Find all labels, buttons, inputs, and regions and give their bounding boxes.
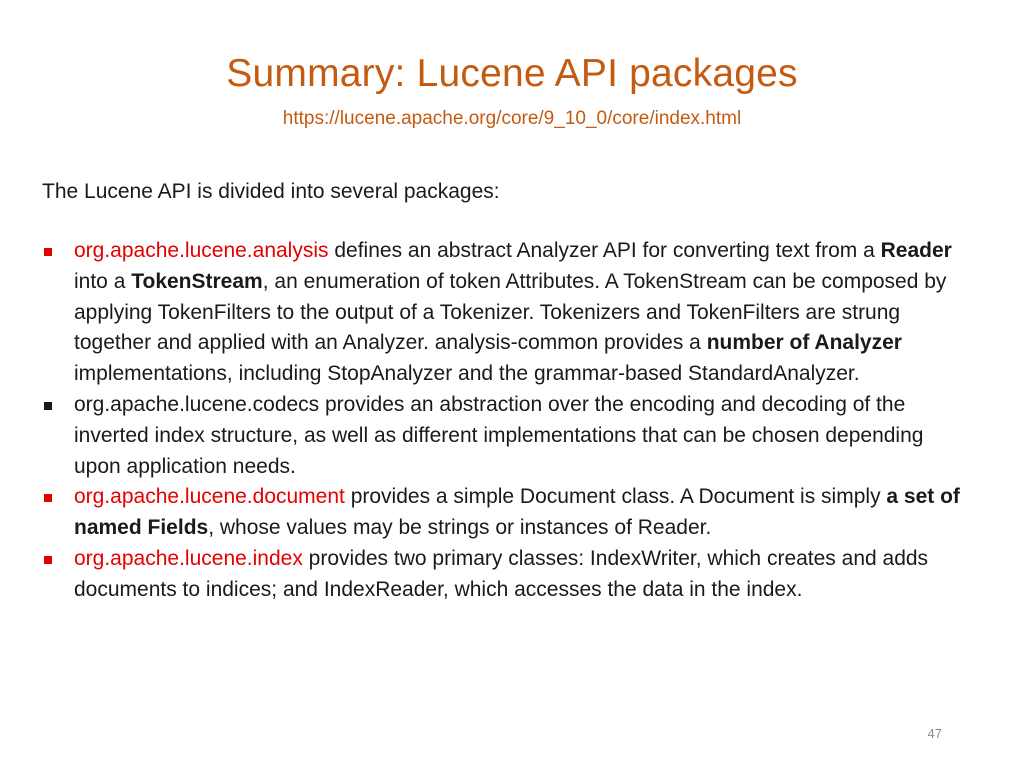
package-name: org.apache.lucene.index (74, 546, 303, 570)
bullet-text: provides an abstraction over the encoding and decoding of the inverted index structure, as well as different implementations that can be chosen depending upon application needs. (74, 392, 924, 478)
square-bullet-icon (44, 248, 52, 256)
slide-title: Summary: Lucene API packages (226, 52, 798, 95)
square-bullet-icon (44, 402, 52, 410)
bullet-document (42, 482, 962, 544)
slide-subtitle-url: https://lucene.apache.org/core/9_10_0/core/index.html (282, 108, 742, 129)
square-bullet-icon (44, 494, 52, 502)
bullet-codecs (42, 390, 962, 482)
bold-term: number of Analyzer (706, 331, 902, 355)
bullet-list (42, 236, 962, 606)
package-name: org.apache.lucene.analysis (74, 239, 329, 262)
bold-term: a set of named Fields (74, 485, 960, 540)
package-name: org.apache.lucene.codecs (74, 392, 320, 416)
bullet-text: provides two primary classes: IndexWriter, which creates and adds documents to indices; and IndexReader, which accesses the data in the index. (74, 546, 929, 601)
intro-text: The Lucene API is divided into several packages: (42, 180, 500, 203)
bullet-text: provides a simple Document class. A Document is simply (344, 485, 887, 509)
bullet-text: into a (74, 269, 132, 293)
bold-term: TokenStream (131, 269, 263, 293)
package-name: org.apache.lucene.document (74, 485, 345, 509)
bullet-text: , an enumeration of token Attributes. A TokenStream can be composed by applying TokenFilters to the output of a Tokenizer. Tokenizers and TokenFilters are strung together and applied with an Analyzer. analysis-common provides a (74, 269, 947, 355)
bullet-text: implementations, including StopAnalyzer and the grammar-based StandardAnalyzer. (74, 362, 860, 386)
bullet-analysis (42, 236, 962, 390)
square-bullet-icon (44, 556, 52, 564)
bold-term: Reader (880, 239, 952, 262)
bullet-text: , whose values may be strings or instances of Reader. (208, 516, 712, 540)
bullet-index (42, 544, 962, 606)
page-number: 47 (927, 726, 942, 741)
bullet-text: defines an abstract Analyzer API for converting text from a (328, 239, 881, 262)
